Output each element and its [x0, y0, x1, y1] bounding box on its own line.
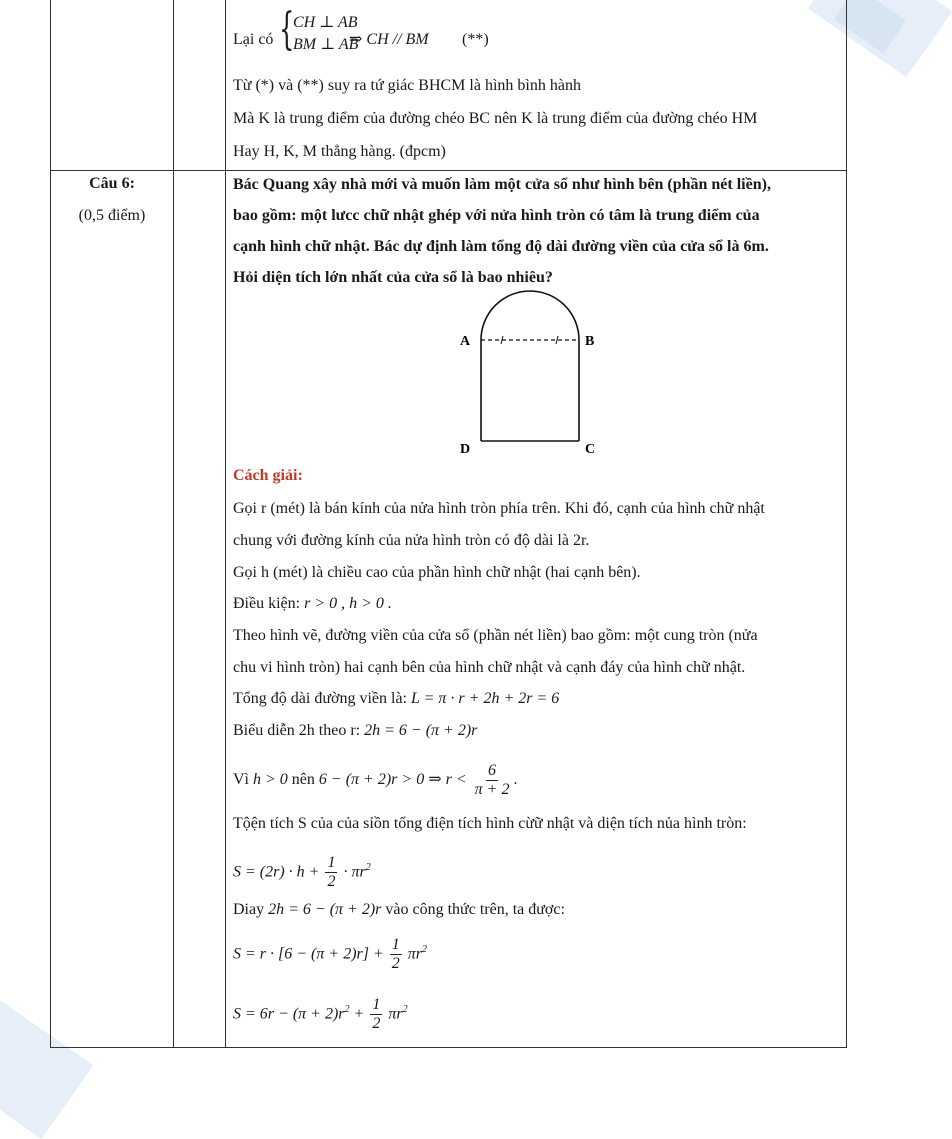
label: Điều kiện:	[233, 595, 301, 612]
question-text: cạnh hình chữ nhật. Bác dự định làm tổng độ dài đường viền của cửa sổ là 6m.	[233, 238, 769, 255]
math: 6 − (π + 2)r > 0 ⇒ r <	[318, 771, 467, 788]
formula: S = r · [6 − (π + 2)r] + $\frac{1}{2}$ $\pi r^2$	[233, 936, 428, 973]
label: Tổng độ dài đường viền là:	[233, 690, 407, 707]
text-line: chung với đường kính của nửa hình tròn có độ dài là 2r.	[233, 532, 590, 549]
question-text: Bác Quang xây nhà mới và muốn làm một cửa sổ như hình bên (phần nét liền),	[233, 176, 771, 193]
column-divider	[225, 0, 226, 1047]
text-line: Gọi h (mét) là chiều cao của phần hình chữ nhật (hai cạnh bên).	[233, 564, 641, 581]
label: Biểu diễn 2h theo r:	[233, 722, 361, 739]
row-divider	[51, 170, 846, 171]
solution-heading: Cách giải:	[233, 467, 303, 484]
fraction: $\frac{1}{2}$	[372, 996, 381, 1033]
math: r > 0 , h > 0 .	[304, 595, 392, 612]
text: Vì	[233, 771, 249, 788]
text: nên	[291, 771, 315, 788]
text-line: Hay H, K, M thẳng hàng. (đpcm)	[233, 143, 446, 160]
fraction: $\frac{1}{2}$	[391, 936, 400, 973]
label-B: B	[585, 334, 595, 349]
fraction: $\frac{1}{2}$	[327, 854, 336, 891]
question-label: Câu 6:	[89, 175, 135, 192]
label-D: D	[460, 442, 471, 457]
math: 2h = 6 − (π + 2)r	[364, 722, 478, 739]
column-divider	[173, 0, 174, 1047]
answer-table	[50, 0, 847, 1048]
text-line: chu vi hình tròn) hai cạnh bên của hình chữ nhật và cạnh đáy của hình chữ nhật.	[233, 659, 746, 676]
text-line: Tộện tích S của của sỉồn tổng điện tích hình cừữ nhật và diện tích nủa hình tròn:	[233, 815, 747, 832]
semicircle-arc	[481, 291, 579, 340]
window-figure	[446, 296, 596, 461]
formula: S = (2r) · h + $\frac{1}{2}$ · $\pi r^2$	[233, 854, 371, 891]
math: 2h = 6 − (π + 2)r	[268, 901, 382, 918]
fraction: $\frac{6}{\pi + 2}$	[474, 761, 510, 798]
text-line: Vì h > 0 nên 6 − (π + 2)r > 0 ⇒ r < $\frac{6}{\pi + 2}$ .	[233, 761, 518, 798]
text-line: Gọi r (mét) là bán kính của nửa hình tròn phía trên. Khi đó, cạnh của hình chữ nhật	[233, 500, 765, 517]
math: h > 0	[253, 771, 288, 788]
math: L = π · r + 2h + 2r = 6	[411, 690, 560, 707]
question-points: (0,5 điểm)	[78, 207, 146, 224]
text-line	[233, 594, 392, 614]
label-A: A	[460, 334, 471, 349]
tick-mark	[556, 336, 558, 344]
text-line: Diay 2h = 6 − (π + 2)r vào công thức trên, ta được:	[233, 901, 565, 918]
text-line: Từ (*) và (**) suy ra tứ giác BHCM là hình bình hành	[233, 77, 581, 94]
equation: CH ⊥ AB	[293, 14, 358, 31]
equation-tag: (**)	[462, 31, 489, 48]
label-C: C	[585, 442, 596, 457]
text-line	[233, 689, 559, 709]
question-text: Hỏi diện tích lớn nhất của cửa sổ là bao nhiêu?	[233, 269, 553, 286]
equation: BM ⊥ AB	[293, 36, 359, 53]
text-line: Mà K là trung điểm của đường chéo BC nên K là trung điểm của đường chéo HM	[233, 110, 758, 127]
text-line: Lại có	[233, 31, 274, 48]
text-line: Theo hình vẽ, đường viền của cửa sổ (phần nét liền) bao gồm: một cung tròn (nửa	[233, 627, 758, 644]
question-text: bao gồm: một lưcc chữ nhật ghép với nửa hình tròn có tâm là trung điểm của	[233, 207, 760, 224]
equation-result: ⇒ CH // BM	[349, 31, 429, 48]
brace: {	[279, 4, 295, 55]
formula: $S = 6r - (\pi + 2)r^2$ + $\frac{1}{2}$ $\pi r^2$	[233, 996, 408, 1033]
text-line	[233, 721, 477, 741]
